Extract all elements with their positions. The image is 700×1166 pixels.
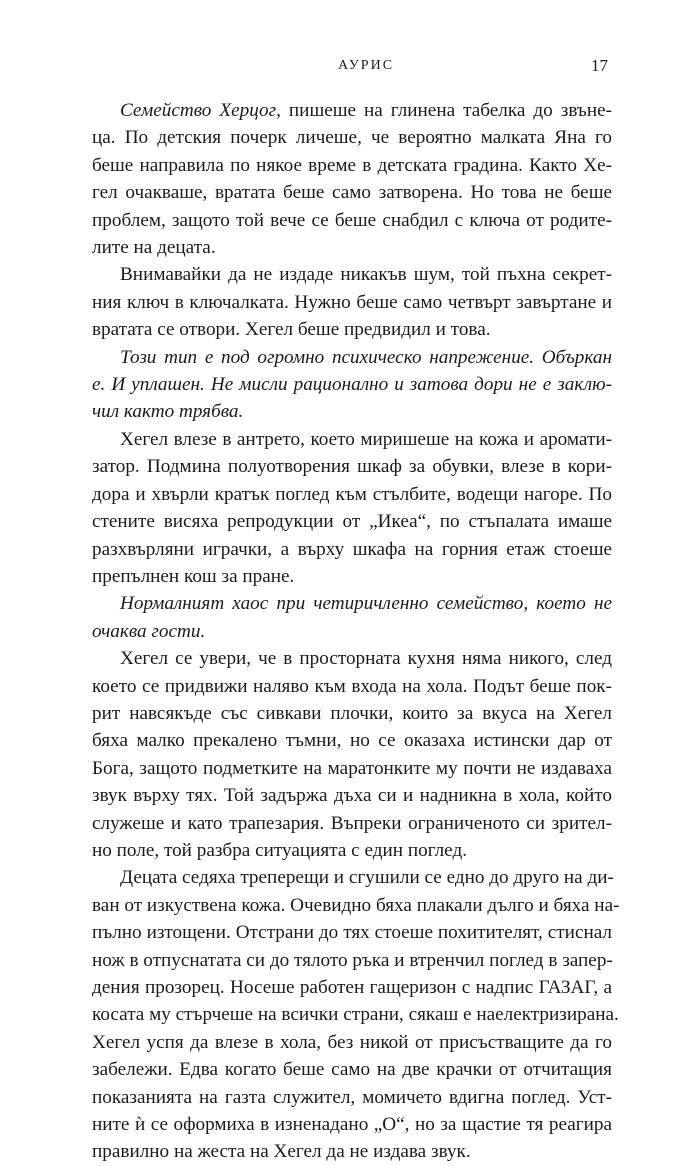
- text-line: косата му стърчеше на всички страни, сякаш е наелектризирана.: [92, 1004, 619, 1026]
- text-line: правилно на жеста на Хегел да не издава звук.: [92, 1141, 471, 1163]
- text-line: разхвърляни играчки, а върху шкафа на горния етаж стоеше: [92, 538, 612, 560]
- text-line: ния ключ в ключалката. Нужно беше само четвърт завъртане и: [92, 291, 612, 313]
- italic-lead: Семейство Херцог: [120, 100, 277, 121]
- paragraph-2: [92, 261, 612, 343]
- text-line: но поле, той разбра ситуацията с един поглед.: [92, 839, 467, 861]
- text-line: дора и хвърли кратък поглед към стълбите, водещи нагоре. По: [92, 483, 612, 505]
- text-line: Този тип е под огромно психическо напрежение. Объркан: [120, 346, 612, 368]
- text-line: [92, 97, 612, 124]
- paragraph-5-thought: [92, 590, 612, 645]
- text-line: Децата седяха треперещи и сгушили се едно до друго на ди-: [120, 867, 614, 889]
- text-line: звук върху тях. Той задържа дъха си и надникна в хола, който: [92, 785, 612, 807]
- text-line: стените висяха репродукции от „Икеа“, по стъпалата имаше: [92, 511, 612, 533]
- body-text: [92, 97, 620, 1166]
- text-line: ните ѝ се оформиха в изненадано „О“, но за щастие тя реагира: [92, 1114, 612, 1136]
- text-line: Бога, защото подметките на маратонките му почти не издаваха: [92, 757, 612, 779]
- page-number: 17: [591, 56, 608, 75]
- text-line: рит навсякъде със сивкави плочки, които за вкуса на Хегел: [92, 702, 612, 724]
- paragraph-1: [92, 97, 612, 261]
- text-line: затор. Подмина полуотворения шкаф за обувки, влезе в кори-: [92, 456, 612, 478]
- text-line: ца. По детския почерк личеше, че вероятно малката Яна го: [92, 127, 612, 149]
- text-line: е. И уплашен. Не мисли рационално и затова дори не е заклю-: [92, 374, 612, 396]
- text-line: чил както трябва.: [92, 401, 244, 423]
- lead-rest: , пишеше на глинена табелка до звъне-: [276, 100, 613, 121]
- text-line: ван от изкуствена кожа. Очевидно бяха плакали дълго и бяха на-: [92, 894, 620, 916]
- text-line: Хегел влезе в антрето, което миришеше на кожа и аромати-: [120, 428, 612, 450]
- text-line: нож в отпуснатата си до тялото ръка и втренчил поглед в запер-: [92, 949, 613, 971]
- text-line: забележи. Едва когато беше само на две крачки от отчитащия: [92, 1059, 612, 1081]
- text-line: Нормалният хаос при четиричленно семейство, което не: [120, 593, 612, 615]
- text-line: беше направила по някое време в детската градина. Както Хе-: [92, 154, 612, 176]
- text-line: служеше и като трапезария. Въпреки ограниченото си зрител-: [92, 812, 612, 834]
- text-line: дения прозорец. Носеше работен гащеризон с надпис ГАЗАГ, а: [92, 977, 612, 998]
- text-line: гел очакваше, вратата беше само затворена. Но това не беше: [92, 182, 612, 204]
- text-line: показанията на газта служител, момичето вдигна поглед. Уст-: [92, 1086, 612, 1108]
- paragraph-7: [92, 864, 620, 1165]
- text-line: лите на децата.: [92, 237, 216, 259]
- text-line: Хегел се увери, че в просторната кухня няма никого, след: [120, 648, 612, 670]
- running-title: АУРИС: [338, 58, 395, 73]
- text-line: Хегел успя да влезе в хола, без никой от присъстващите да го: [92, 1031, 612, 1053]
- text-line: вратата се отвори. Хегел беше предвидил и това.: [92, 319, 491, 341]
- text-line: проблем, защото той вече се беше снабдил с ключа от родите-: [92, 209, 612, 231]
- text-line: препълнен кош за пране.: [92, 565, 295, 587]
- text-line: бяха малко прекалено тъмни, но се оказаха истински дар от: [92, 730, 612, 752]
- paragraph-4: [92, 426, 612, 590]
- paragraph-3-thought: [92, 344, 612, 426]
- text-line: пълно изтощени. Отстрани до тях стоеше похитителят, стиснал: [92, 922, 612, 944]
- paragraph-6: [92, 645, 612, 864]
- text-line: което се придвижи наляво към входа на хола. Подът беше пок-: [92, 675, 612, 697]
- text-line: Внимавайки да не издаде никакъв шум, той пъхна секрет-: [120, 264, 612, 286]
- text-line: очаква гости.: [92, 620, 206, 642]
